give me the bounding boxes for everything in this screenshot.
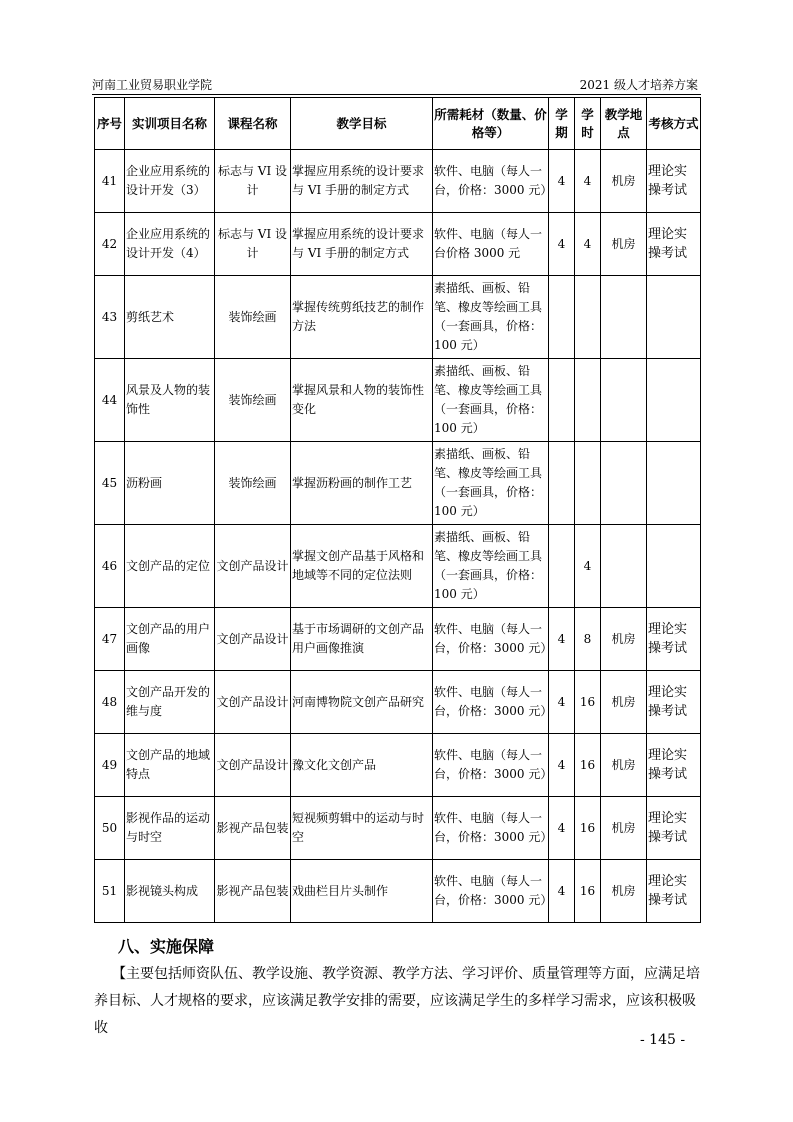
row-number: 51 — [95, 860, 125, 923]
materials-cell: 素描纸、画板、铅笔、橡皮等绘画工具（一套画具，价格：100 元） — [433, 525, 549, 608]
semester-cell: 4 — [549, 150, 575, 213]
course-name-cell: 文创产品设计 — [215, 671, 291, 734]
project-name-cell: 沥粉画 — [125, 442, 215, 525]
semester-cell — [549, 276, 575, 359]
materials-cell: 软件、电脑（每人一台，价格：3000 元） — [433, 860, 549, 923]
hours-cell: 4 — [575, 213, 601, 276]
page-number: - 145 - — [640, 1032, 686, 1048]
training-course-table — [94, 97, 701, 923]
course-name-cell: 装饰绘画 — [215, 359, 291, 442]
assessment-cell: 理论实操考试 — [647, 150, 701, 213]
row-number: 47 — [95, 608, 125, 671]
assessment-cell — [647, 359, 701, 442]
location-cell — [601, 442, 647, 525]
assessment-cell — [647, 442, 701, 525]
teaching-goal-cell: 掌握风景和人物的装饰性变化 — [291, 359, 433, 442]
location-cell: 机房 — [601, 734, 647, 797]
row-number: 46 — [95, 525, 125, 608]
assessment-cell: 理论实操考试 — [647, 797, 701, 860]
location-cell — [601, 359, 647, 442]
column-header: 考核方式 — [647, 98, 701, 150]
header-divider — [92, 94, 701, 95]
table-row — [95, 359, 701, 442]
semester-cell: 4 — [549, 734, 575, 797]
table-row — [95, 276, 701, 359]
header-school-name: 河南工业贸易职业学院 — [92, 78, 213, 92]
materials-cell: 软件、电脑（每人一台，价格：3000 元） — [433, 734, 549, 797]
column-header: 所需耗材（数量、价格等） — [433, 98, 549, 150]
teaching-goal-cell: 短视频剪辑中的运动与时空 — [291, 797, 433, 860]
semester-cell — [549, 442, 575, 525]
location-cell: 机房 — [601, 671, 647, 734]
row-number: 43 — [95, 276, 125, 359]
course-name-cell: 装饰绘画 — [215, 442, 291, 525]
course-name-cell: 标志与 VI 设计 — [215, 213, 291, 276]
semester-cell: 4 — [549, 608, 575, 671]
project-name-cell: 文创产品的地域特点 — [125, 734, 215, 797]
table-row — [95, 442, 701, 525]
materials-cell: 素描纸、画板、铅笔、橡皮等绘画工具（一套画具，价格：100 元） — [433, 276, 549, 359]
table-row — [95, 860, 701, 923]
course-name-cell: 装饰绘画 — [215, 276, 291, 359]
table-row — [95, 734, 701, 797]
column-header: 学期 — [549, 98, 575, 150]
section-heading: 八、实施保障 — [118, 937, 215, 956]
hours-cell: 8 — [575, 608, 601, 671]
course-name-cell: 标志与 VI 设计 — [215, 150, 291, 213]
materials-cell: 软件、电脑（每人一台，价格：3000 元） — [433, 608, 549, 671]
hours-cell: 16 — [575, 860, 601, 923]
materials-cell: 软件、电脑（每人一台，价格：3000 元） — [433, 150, 549, 213]
semester-cell: 4 — [549, 797, 575, 860]
project-name-cell: 影视作品的运动与时空 — [125, 797, 215, 860]
project-name-cell: 企业应用系统的设计开发（3） — [125, 150, 215, 213]
hours-cell — [575, 276, 601, 359]
assessment-cell: 理论实操考试 — [647, 860, 701, 923]
location-cell: 机房 — [601, 860, 647, 923]
location-cell — [601, 525, 647, 608]
course-name-cell: 影视产品包装 — [215, 797, 291, 860]
column-header: 教学目标 — [291, 98, 433, 150]
teaching-goal-cell: 戏曲栏目片头制作 — [291, 860, 433, 923]
project-name-cell: 风景及人物的装饰性 — [125, 359, 215, 442]
row-number: 49 — [95, 734, 125, 797]
hours-cell: 4 — [575, 525, 601, 608]
teaching-goal-cell: 掌握传统剪纸技艺的制作方法 — [291, 276, 433, 359]
row-number: 48 — [95, 671, 125, 734]
project-name-cell: 剪纸艺术 — [125, 276, 215, 359]
section-body-text: 【主要包括师资队伍、教学设施、教学资源、教学方法、学习评价、质量管理等方面，应满足培养目标、人才规格的要求，应该满足教学安排的需要，应该满足学生的多样学习需求，应该积极吸收 — [94, 966, 700, 1036]
location-cell: 机房 — [601, 213, 647, 276]
teaching-goal-cell: 掌握应用系统的设计要求与 VI 手册的制定方式 — [291, 213, 433, 276]
materials-cell: 素描纸、画板、铅笔、橡皮等绘画工具（一套画具，价格：100 元） — [433, 442, 549, 525]
table-row — [95, 797, 701, 860]
location-cell: 机房 — [601, 608, 647, 671]
teaching-goal-cell: 基于市场调研的文创产品用户画像推演 — [291, 608, 433, 671]
semester-cell: 4 — [549, 860, 575, 923]
location-cell — [601, 276, 647, 359]
course-name-cell: 文创产品设计 — [215, 608, 291, 671]
table-row — [95, 608, 701, 671]
hours-cell: 16 — [575, 734, 601, 797]
teaching-goal-cell: 掌握沥粉画的制作工艺 — [291, 442, 433, 525]
row-number: 44 — [95, 359, 125, 442]
assessment-cell: 理论实操考试 — [647, 671, 701, 734]
assessment-cell: 理论实操考试 — [647, 734, 701, 797]
location-cell: 机房 — [601, 150, 647, 213]
assessment-cell: 理论实操考试 — [647, 213, 701, 276]
materials-cell: 软件、电脑（每人一台，价格：3000 元） — [433, 671, 549, 734]
teaching-goal-cell: 豫文化文创产品 — [291, 734, 433, 797]
column-header: 实训项目名称 — [125, 98, 215, 150]
row-number: 41 — [95, 150, 125, 213]
course-name-cell: 文创产品设计 — [215, 525, 291, 608]
teaching-goal-cell: 掌握文创产品基于风格和地域等不同的定位法则 — [291, 525, 433, 608]
column-header: 课程名称 — [215, 98, 291, 150]
column-header: 序号 — [95, 98, 125, 150]
hours-cell — [575, 442, 601, 525]
row-number: 42 — [95, 213, 125, 276]
column-header: 学时 — [575, 98, 601, 150]
materials-cell: 软件、电脑（每人一台，价格：3000 元） — [433, 797, 549, 860]
assessment-cell: 理论实操考试 — [647, 608, 701, 671]
table-header-row — [95, 98, 701, 150]
teaching-goal-cell: 河南博物院文创产品研究 — [291, 671, 433, 734]
header-doc-title: 2021 级人才培养方案 — [579, 78, 698, 92]
course-name-cell: 文创产品设计 — [215, 734, 291, 797]
row-number: 45 — [95, 442, 125, 525]
materials-cell: 素描纸、画板、铅笔、橡皮等绘画工具（一套画具，价格：100 元） — [433, 359, 549, 442]
semester-cell: 4 — [549, 213, 575, 276]
project-name-cell: 影视镜头构成 — [125, 860, 215, 923]
hours-cell — [575, 359, 601, 442]
table-row — [95, 150, 701, 213]
course-name-cell: 影视产品包装 — [215, 860, 291, 923]
table-row — [95, 671, 701, 734]
row-number: 50 — [95, 797, 125, 860]
assessment-cell — [647, 276, 701, 359]
materials-cell: 软件、电脑（每人一台价格 3000 元 — [433, 213, 549, 276]
table-row — [95, 525, 701, 608]
location-cell: 机房 — [601, 797, 647, 860]
semester-cell — [549, 525, 575, 608]
column-header: 教学地点 — [601, 98, 647, 150]
semester-cell — [549, 359, 575, 442]
project-name-cell: 文创产品的定位 — [125, 525, 215, 608]
hours-cell: 4 — [575, 150, 601, 213]
semester-cell: 4 — [549, 671, 575, 734]
project-name-cell: 文创产品开发的维与度 — [125, 671, 215, 734]
project-name-cell: 企业应用系统的设计开发（4） — [125, 213, 215, 276]
project-name-cell: 文创产品的用户画像 — [125, 608, 215, 671]
hours-cell: 16 — [575, 797, 601, 860]
teaching-goal-cell: 掌握应用系统的设计要求与 VI 手册的制定方式 — [291, 150, 433, 213]
table-row — [95, 213, 701, 276]
assessment-cell — [647, 525, 701, 608]
hours-cell: 16 — [575, 671, 601, 734]
